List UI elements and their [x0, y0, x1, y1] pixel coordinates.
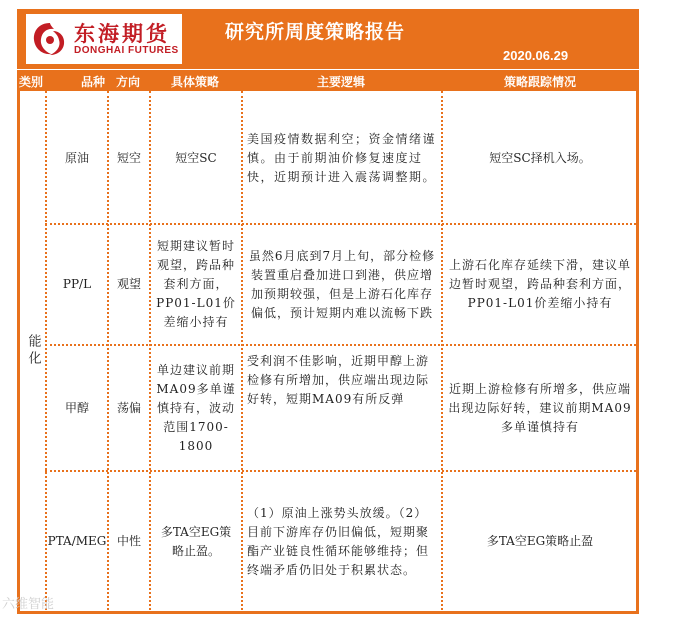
table-row-tracking: 多TA空EG策略止盈 [486, 534, 594, 548]
logo-chinese-name: 东海期货 [74, 22, 170, 46]
table-row-direction: 观望 [116, 277, 141, 291]
column-divider [441, 91, 443, 614]
report-date: 2020.06.29 [503, 48, 569, 63]
column-header-category: 类别 [18, 75, 43, 89]
table-row-product: 甲醇 [64, 400, 89, 415]
table-row-product: PP/L [62, 277, 92, 291]
report-title: 研究所周度策略报告 [225, 21, 406, 43]
table-row-strategy: 多TA空EG策略止盈。 [160, 524, 232, 558]
report-table [17, 9, 639, 614]
table-row-direction: 中性 [116, 534, 141, 548]
table-row-direction: 荡偏 [116, 400, 141, 415]
table-row-product: PTA/MEG [47, 534, 107, 548]
column-header-direction: 方向 [115, 75, 140, 89]
table-row-tracking: 近期上游检修有所增多，供应端出现边际好转，建议前期MA09多单谨慎持有 [448, 381, 632, 434]
category-cell [20, 91, 46, 611]
table-row-logic: 虽然6月底到7月上旬，部分检修装置重启叠加进口到港，供应增加预期较强，但是上游石化库存偏低，预计短期内难以流畅下跌 [248, 248, 436, 320]
table-row-strategy: 短空SC [175, 150, 217, 165]
table-row-logic: 美国疫情数据利空；资金情绪谨慎。由于前期油价修复速度过快，近期预计进入震荡调整期。 [247, 131, 437, 184]
column-header-logic: 主要逻辑 [316, 75, 365, 89]
table-row-logic: （1）原油上涨势头放缓。（2）目前下游库存仍旧偏低，短期聚酯产业链良性循环能够维持；但终端矛盾仍旧处于积累状态。 [247, 505, 430, 577]
column-header-strategy: 具体策略 [170, 75, 219, 89]
column-header-product: 品种 [80, 75, 105, 89]
report-header [17, 9, 639, 69]
table-row-strategy: 单边建议前期MA09多单谨慎持有，波动范围1700-1800 [156, 362, 236, 453]
column-divider [241, 91, 243, 614]
table-row-product: 原油 [64, 150, 89, 165]
table-row-tracking: 上游石化库存延续下滑，建议单边暂时观望，跨品种套利方面，PP01-L01价差缩小持有 [448, 258, 631, 310]
donghai-logo-icon [30, 20, 70, 58]
logo-english-name: DONGHAI FUTURES [74, 45, 179, 56]
table-row-strategy: 短期建议暂时观望，跨品种套利方面，PP01-L01价差缩小持有 [156, 239, 236, 329]
category-label: 能化 [25, 334, 41, 368]
column-header-row [17, 69, 639, 91]
watermark-text: 六维智能 [2, 597, 55, 612]
table-row-direction: 短空 [116, 150, 141, 165]
company-logo [25, 13, 183, 65]
column-header-tracking: 策略跟踪情况 [503, 75, 576, 89]
table-row-logic: 受利润不佳影响，近期甲醇上游检修有所增加，供应端出现边际好转，短期MA09有所反弹 [247, 354, 430, 406]
table-row-tracking: 短空SC择机入场。 [489, 150, 591, 165]
